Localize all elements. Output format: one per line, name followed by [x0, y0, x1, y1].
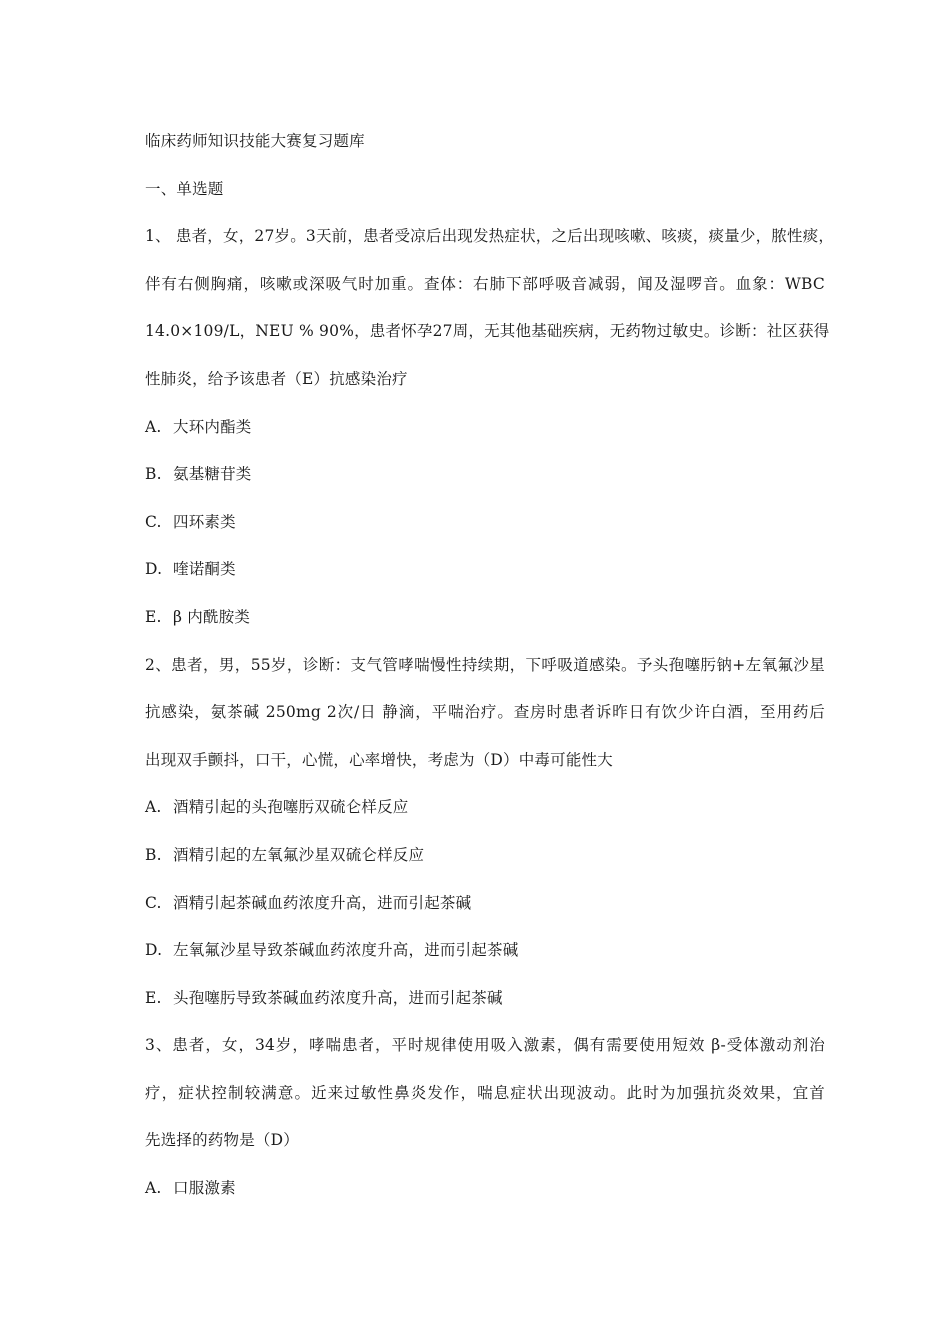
section-heading: 一、单选题 — [145, 179, 224, 198]
question-line: 疗，症状控制较满意。近来过敏性鼻炎发作，喘息症状出现波动。此时为加强抗炎效果，宜首 — [145, 1083, 825, 1102]
question-2-option-b — [145, 832, 825, 880]
question-line: 性肺炎，给予该患者（E）抗感染治疗 — [145, 369, 408, 388]
option-text: 酒精引起的头孢噻肟双硫仑样反应 — [173, 798, 409, 817]
question-line: 3、患者，女，34岁，哮喘患者，平时规律使用吸入激素，偶有需要使用短效 β-受体激动剂治 — [145, 1036, 825, 1055]
question-1-option-b — [145, 451, 825, 499]
option-text: 酒精引起的左氧氟沙星双硫仑样反应 — [173, 845, 425, 864]
question-1-stem — [145, 213, 835, 403]
option-text: 头孢噻肟导致茶碱血药浓度升高，进而引起茶碱 — [173, 988, 503, 1007]
option-label: C. — [145, 893, 162, 912]
option-text: 大环内酯类 — [173, 417, 252, 436]
option-label: A. — [145, 1179, 162, 1198]
option-label: E. — [145, 607, 162, 626]
option-label: B. — [145, 845, 162, 864]
question-line: 14.0×109/L，NEU % 90%，患者怀孕27周，无其他基础疾病，无药物过敏史。诊断：社区获得 — [145, 322, 830, 341]
question-line: 先选择的药物是（D） — [145, 1131, 299, 1150]
question-3-option-a — [145, 1165, 825, 1213]
question-line: 2、患者，男，55岁，诊断：支气管哮喘慢性持续期，下呼吸道感染。予头孢噻肟钠+左氧氟沙星 — [145, 655, 825, 674]
document-content — [145, 118, 835, 1213]
option-text: β 内酰胺类 — [173, 607, 251, 626]
option-label: E. — [145, 988, 162, 1007]
option-text: 喹诺酮类 — [173, 560, 236, 579]
question-line: 1、 患者，女，27岁。3天前，患者受凉后出现发热症状，之后出现咳嗽、咳痰，痰量少，脓性痰， — [145, 227, 835, 246]
question-2-option-a — [145, 784, 825, 832]
question-line: 出现双手颤抖，口干，心慌，心率增快，考虑为（D）中毒可能性大 — [145, 750, 613, 769]
question-1-option-d — [145, 546, 825, 594]
question-1-option-a — [145, 404, 825, 452]
option-label: C. — [145, 512, 162, 531]
option-text: 口服激素 — [173, 1179, 236, 1198]
document-title: 临床药师知识技能大赛复习题库 — [145, 132, 365, 150]
question-2-option-e — [145, 975, 825, 1023]
option-text: 酒精引起茶碱血药浓度升高，进而引起茶碱 — [173, 893, 472, 912]
question-line: 抗感染，氨茶碱 250mg 2次/日 静滴，平喘治疗。查房时患者诉昨日有饮少许白酒，至用药后 — [145, 703, 825, 722]
option-label: D. — [145, 941, 163, 960]
option-text: 左氧氟沙星导致茶碱血药浓度升高，进而引起茶碱 — [173, 941, 519, 960]
option-text: 氨基糖苷类 — [173, 465, 252, 484]
question-1-option-e — [145, 594, 825, 642]
question-line: 伴有右侧胸痛，咳嗽或深吸气时加重。查体：右肺下部呼吸音减弱，闻及湿啰音。血象：WBC — [145, 274, 825, 293]
question-1-option-c — [145, 499, 825, 547]
question-2-stem — [145, 642, 825, 785]
option-label: A. — [145, 798, 162, 817]
question-3-stem — [145, 1022, 825, 1165]
option-label: D. — [145, 560, 163, 579]
option-text: 四环素类 — [173, 512, 236, 531]
option-label: A. — [145, 417, 162, 436]
option-label: B. — [145, 465, 162, 484]
question-2-option-d — [145, 927, 825, 975]
question-2-option-c — [145, 880, 825, 928]
